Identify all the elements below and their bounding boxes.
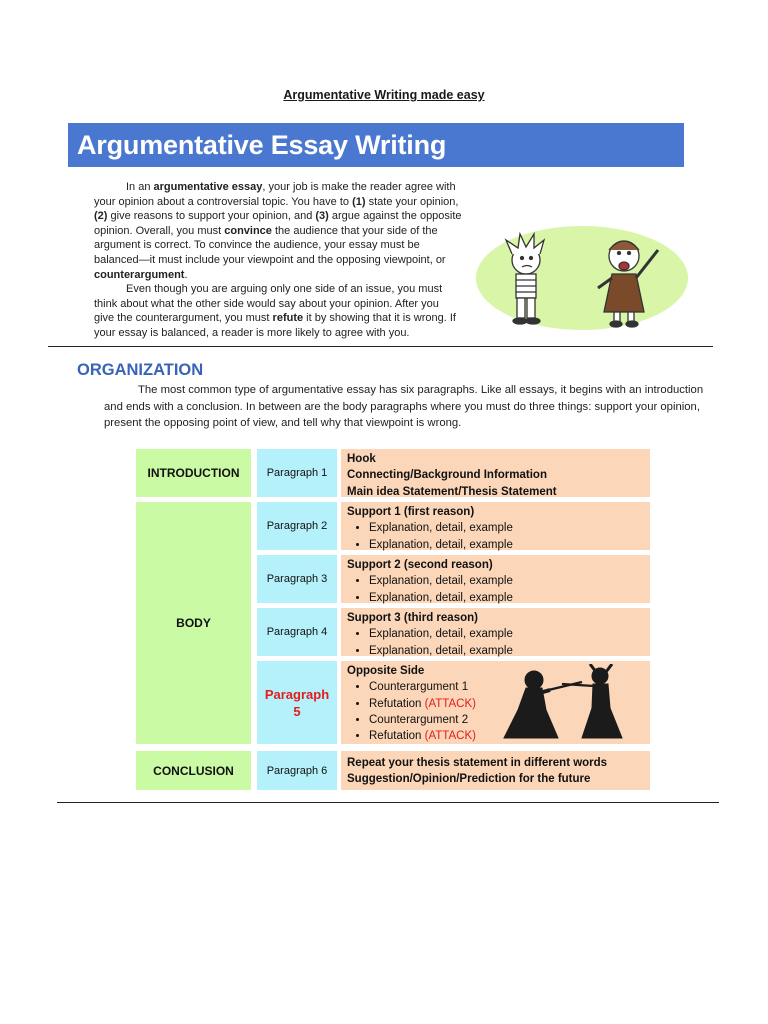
content-support-2 [341, 555, 650, 603]
content-conclusion [341, 751, 650, 790]
organization-heading: ORGANIZATION [77, 361, 204, 379]
attack-tag: (ATTACK) [424, 697, 476, 710]
support-1-bullet: • Explanation, detail, example [369, 520, 644, 536]
text-run: it by showing that it is wrong. If your essay is balanced, a reader is more likely to agree with you. [94, 312, 456, 339]
text-run: argue against the opposite opinion. Overall, you must [94, 210, 462, 237]
text-run: Even though you are arguing only one side of an issue, you must think about what the other side would say about your opinion. After you give the counterargument, you must [94, 283, 443, 325]
bold-term: refute [272, 312, 304, 325]
content-support-1 [341, 502, 650, 550]
text-run: give reasons to support your opinion, and [107, 210, 316, 223]
conclusion-line-restate: Repeat your thesis statement in different words [347, 757, 608, 769]
section-introduction: INTRODUCTION [136, 449, 251, 497]
page-title: Argumentative Writing made easy [283, 88, 485, 102]
paragraph-5-word: Paragraph [264, 686, 330, 702]
bold-term: (2) [94, 210, 108, 223]
support-1-title: Support 1 (first reason) [347, 506, 475, 518]
bold-term: convince [224, 224, 272, 237]
attack-tag: (ATTACK) [424, 730, 476, 743]
support-1-bullet: • Explanation, detail, example [369, 537, 644, 553]
paragraph-1-label: Paragraph 1 [257, 449, 337, 497]
bold-term: argumentative essay [153, 181, 263, 193]
bold-term: counterargument [94, 268, 185, 281]
paragraph-5-label [257, 661, 337, 744]
paragraph-6-label: Paragraph 6 [257, 751, 337, 790]
kendo-fencers-illustration [496, 664, 628, 742]
support-2-bullet: • Explanation, detail, example [369, 590, 644, 606]
opposite-item-text: Refutation [369, 697, 425, 710]
banner-title: Argumentative Essay Writing [68, 123, 684, 167]
conclusion-line-future: Suggestion/Opinion/Prediction for the future [347, 773, 591, 786]
paragraph-2-label: Paragraph 2 [257, 502, 337, 550]
content-introduction [341, 449, 650, 497]
section-conclusion: CONCLUSION [136, 751, 251, 790]
content-support-3 [341, 608, 650, 656]
support-3-bullet: • Explanation, detail, example [369, 643, 644, 659]
intro-line-thesis: Main idea Statement/Thesis Statement [347, 485, 557, 498]
support-3-bullet: • Explanation, detail, example [369, 626, 644, 642]
bold-term: (1) [352, 195, 366, 208]
text-run: , your job is make the reader agree with your opinion about a controversial topic. You have to [94, 181, 456, 208]
intro-line-background: Connecting/Background Information [347, 469, 547, 482]
bold-term: (3) [315, 210, 329, 223]
text-run: . [184, 268, 188, 281]
opposite-side-title: Opposite Side [347, 665, 425, 677]
paragraph-5-number: 5 [293, 703, 301, 719]
text-run: the audience that your side of the argument is correct. To convince the audience, your essay must be balanced—it must include your viewpoint and the opposing viewpoint, or [94, 224, 446, 266]
section-body: BODY [136, 502, 251, 744]
paragraph-3-label: Paragraph 3 [257, 555, 337, 603]
text-run: In an [126, 181, 154, 193]
support-3-title: Support 3 (third reason) [347, 612, 478, 624]
text-run: state your opinion, [365, 195, 459, 208]
opposite-item-text: Counterargument 1 [369, 681, 469, 694]
support-2-bullet: • Explanation, detail, example [369, 573, 644, 589]
paragraph-4-label: Paragraph 4 [257, 608, 337, 656]
opposite-item-text: Refutation [369, 730, 425, 743]
organization-text: The most common type of argumentative essay has six paragraphs. Like all essays, it begins with an introduction and ends with a conclusion. In between are the body paragraphs where you must do three things: support your opinion, present the opposing point of view, and tell why that viewpoint is wrong. [104, 384, 704, 430]
opposite-item-text: Counterargument 2 [369, 713, 469, 726]
intro-line-hook: Hook [347, 453, 376, 465]
divider-bottom [57, 802, 719, 803]
support-2-title: Support 2 (second reason) [347, 559, 493, 571]
